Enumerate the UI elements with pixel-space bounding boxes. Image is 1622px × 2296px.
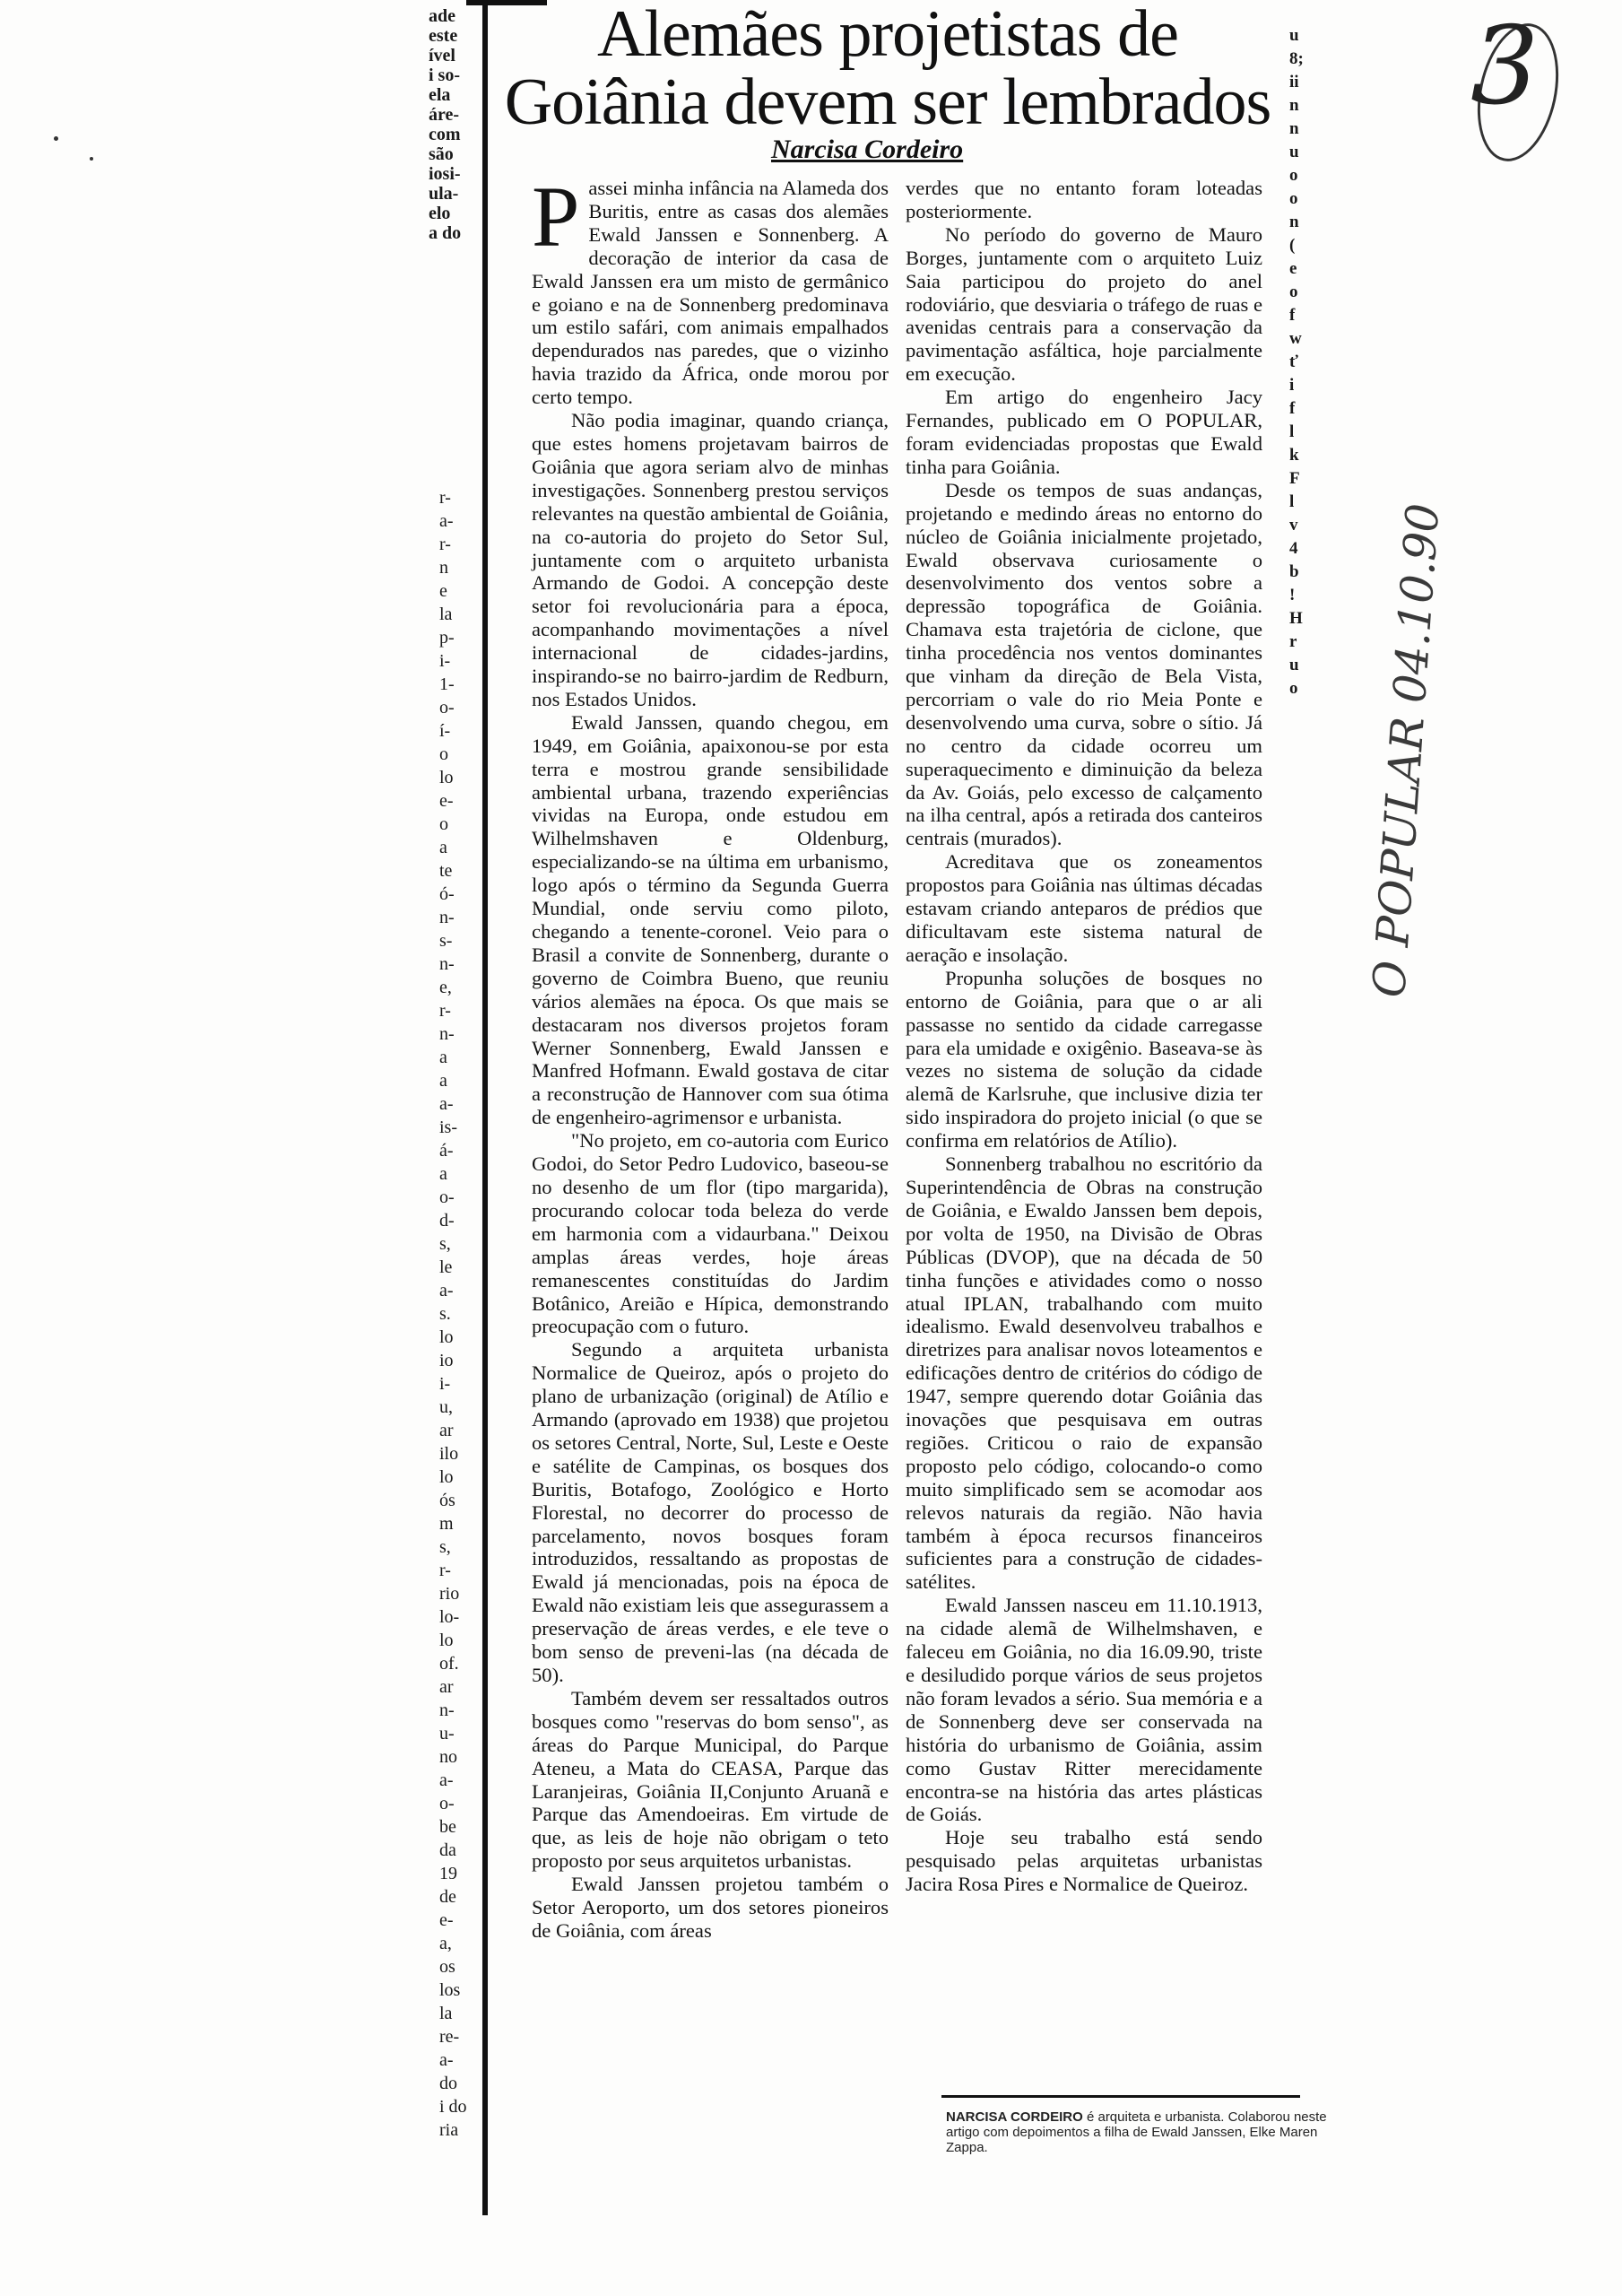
clipped-text-fragment: u- (439, 1724, 455, 1744)
paragraph-text: Ewald Janssen, quando chegou, em 1949, em Goiânia, apaixonou-se por esta terra e mostrou grande sensibilidade ambiental urbana, trazendo experiências vividas na Europa, onde estudou em Wilhelmshaven e Oldenburg, especializando-se na última em urbanismo, logo após o término da Segunda Guerra Mundial, onde serviu como piloto, chegando a tenente-coronel. Veio para o Brasil a convite de Sonnenberg, durante o governo de Coimbra Bueno, que reuniu vários alemães na época. Os que mais se destacaram nos diversos projetos foram Werner Sonnenberg, Ewald Janssen e Manfred Hofmann. Ewald gostava de citar a reconstrução de Hannover com sua ótima de engenheiro-agrimensor e urbanista. (532, 710, 889, 1129)
clipped-text-fragment: ilo (439, 1444, 459, 1464)
headline (498, 0, 1278, 139)
handwritten-page-number: 3 (1470, 4, 1540, 129)
clipped-text-fragment: ar (439, 1677, 454, 1697)
clipped-text-fragment: is- (439, 1118, 457, 1137)
clipped-text-fragment: este (429, 26, 458, 46)
clipped-text-fragment: m (439, 1514, 454, 1534)
clipped-text-fragment: o (1289, 166, 1298, 185)
paragraph-text: Desde os tempos de suas andanças, projetando e medindo áreas no entorno do núcleo de Goiânia inicialmente projetado, Ewald observava curiosamente o desenvolvimento dos ventos sobre a depressão topográfica de Goiânia. Chamava esta trajetória de ciclone, que tinha procedência nos ventos dominantes que vinham da direção de Bela Vista, percorriam o vale do rio Meia Ponte e desenvolvendo uma curva, sobre o sítio. Já no centro da cidade ocorreu um superaquecimento e diminuição da beleza da Av. Goiás, pelo excesso de calçamento na ilha central, após a retirada dos canteiros centrais (murados). (906, 478, 1262, 850)
clipped-text-fragment: s- (439, 931, 453, 951)
paragraph-text: verdes que no entanto foram loteadas posteriormente. (906, 177, 1262, 222)
article-column-2 (906, 177, 1262, 1896)
clipped-text-fragment: ível (429, 46, 455, 65)
clipped-text-fragment: r- (439, 535, 451, 554)
clipped-text-fragment: são (429, 144, 454, 164)
clipped-text-fragment: í- (439, 721, 451, 741)
clipped-text-fragment: á- (439, 1141, 454, 1161)
clipped-text-fragment: do (439, 2074, 457, 2093)
clipped-text-fragment: be (439, 1817, 456, 1837)
clipped-text-fragment: n (1289, 213, 1299, 231)
author-credit (946, 2109, 1340, 2155)
clipped-text-fragment: H (1289, 609, 1303, 628)
clipped-text-fragment: lo (439, 768, 454, 787)
clipped-text-fragment: io (439, 1351, 454, 1370)
clipped-text-fragment: of. (439, 1654, 459, 1674)
clipped-text-fragment: lo (439, 1631, 454, 1650)
clipped-text-fragment: e- (439, 1910, 454, 1930)
clipped-text-fragment: i so- (429, 65, 460, 85)
clipped-text-fragment: ! (1289, 586, 1296, 604)
clipped-text-fragment: ii (1289, 73, 1299, 91)
clipped-text-fragment: a (439, 838, 447, 857)
clipped-text-fragment: i- (439, 1374, 451, 1394)
paragraph-text: Hoje seu trabalho está sendo pesquisado pelas arquitetas urbanistas Jacira Rosa Pires e Normalice de Queiroz. (906, 1826, 1262, 1896)
paragraph-text: Segundo a arquiteta urbanista Normalice de Queiroz, após o projeto do plano de urbanização (original) de Atílio e Armando (aprovado em 1938) que projetou os setores Central, Norte, Sul, Leste e Oeste e satélite de Campinas, os bosques dos Buritis, Botafogo, Zoológico e Horto Florestal, no decorrer do processo de parcelamento, novos bosques foram introduzidos, ressaltando as propostas de Ewald já mencionadas, pois na época de Ewald não existiam leis que assegurassem a preservação de áreas verdes, e ele teve o bom senso de preveni-las (na década de 50). (532, 1338, 889, 1686)
clipped-text-fragment: i- (439, 651, 451, 671)
clipped-text-fragment: iosi- (429, 164, 461, 184)
article-paragraph (906, 1594, 1262, 1826)
clipped-text-fragment: ela (429, 85, 451, 105)
clipped-text-fragment: s, (439, 1234, 451, 1254)
article-paragraph (532, 1129, 889, 1338)
clipped-text-fragment: e, (439, 978, 452, 997)
paragraph-text: Propunha soluções de bosques no entorno de Goiânia, para que o ar ali passasse no sentido da cidade carregasse para ela umidade e oxigênio. Baseava-se às vezes no sistema de solução da cidade alemã de Karlsruhe, que inclusive dizia ter sido inspiradora do projeto inicial (o que se confirma em relatórios de Atílio). (906, 966, 1262, 1152)
clipped-text-fragment: n (1289, 96, 1299, 115)
clipped-text-fragment: r (1289, 632, 1297, 651)
clipped-text-fragment: a- (439, 1281, 454, 1300)
paragraph-text: Sonnenberg trabalhou no escritório da Superintendência de Obras na construção de Goiânia, e Ewaldo Janssen bem depois, por volta de 1950, na Divisão de Obras Públicas (DVOP), que na década de 50 tinha funções e atividades como o nosso atual IPLAN, trabalhando com muito idealismo. Ewald desenvolveu trabalhos e diretrizes para analisar novos loteamentos e edificações dentro de critérios do código de 1947, sempre querendo dotar Goiânia das inovações que pesquisava em outras regiões. Criticou o raio de expansão proposto pelo código, colocando-o como muito simplificado sem se acomodar aos relevos naturais da região. Não havia também à época recursos financeiros suficientes para a construção de cidades-satélites. (906, 1152, 1262, 1594)
article-paragraph (906, 1152, 1262, 1594)
clipped-text-fragment: lo (439, 1327, 454, 1347)
paragraph-text: Acreditava que os zoneamentos propostos para Goiânia nas últimas décadas estavam criando anteparos de prédios que dificultavam este sistema natural de aeração e insolação. (906, 850, 1262, 966)
drop-cap: P (532, 169, 580, 265)
clipped-text-fragment: o (1289, 679, 1298, 698)
clipped-text-fragment: e (439, 581, 447, 601)
article-paragraph (532, 169, 889, 409)
headline-line-1: Alemães projetistas de (597, 0, 1178, 71)
paragraph-text: Também devem ser ressaltados outros bosques como "reservas do bom senso", as áreas do Parque Municipal, do Parque Ateneu, a Mata do CEASA, Parque das Laranjeiras, Goiânia II,Conjunto Aruanã e Parque das Amendoeiras. Em virtude de que, as leis de hoje não obrigam o teto proposto por seus arquitetos urbanistas. (532, 1686, 889, 1873)
paragraph-text: No período do governo de Mauro Borges, juntamente com o arquiteto Luiz Saia participou do projeto do anel rodoviário, que desviaria o tráfego de ruas e avenidas centrais para a conservação da pavimentação asfáltica, hoje parcialmente em execução. (906, 222, 1262, 386)
paragraph-text: Em artigo do engenheiro Jacy Fernandes, publicado em O POPULAR, foram evidenciadas propostas que Ewald tinha para Goiânia. (906, 386, 1262, 478)
handwritten-source-note: O POPULAR 04.10.90 (1363, 501, 1450, 1000)
article-column-1 (532, 169, 889, 1943)
clipped-text-fragment: n- (439, 954, 455, 974)
clipped-text-fragment: f (1289, 399, 1296, 418)
clipped-text-fragment: o- (439, 1187, 455, 1207)
clipped-text-fragment: la (439, 604, 453, 624)
clipped-text-fragment: F (1289, 469, 1300, 488)
article-paragraph (906, 1826, 1262, 1896)
clipped-text-fragment: r- (439, 488, 451, 508)
clipped-text-fragment: n (439, 558, 448, 578)
clipped-text-fragment: i (1289, 376, 1295, 395)
article-paragraph (906, 479, 1262, 851)
clipped-text-fragment: n (1289, 119, 1299, 138)
clipped-text-fragment: ar (439, 1421, 454, 1440)
clipped-text-fragment: a (439, 1048, 447, 1067)
clipped-text-fragment: lo- (439, 1607, 460, 1627)
clipped-text-fragment: los (439, 1980, 461, 2000)
clipped-text-fragment: o (439, 744, 448, 764)
clipped-text-fragment: o (439, 814, 448, 834)
clipped-text-fragment: com (429, 125, 461, 144)
clipped-text-fragment: o- (439, 1794, 455, 1813)
clipped-text-fragment: 4 (1289, 539, 1298, 558)
clipped-text-fragment: rio (439, 1584, 460, 1604)
byline: Narcisa Cordeiro (771, 135, 964, 164)
clipped-text-fragment: a- (439, 2050, 454, 2070)
clipped-text-fragment: a (439, 1164, 447, 1184)
clipped-text-fragment: o- (439, 698, 455, 718)
clipped-text-fragment: i do (439, 2097, 467, 2117)
clipped-text-fragment: u (1289, 143, 1299, 161)
clipped-text-fragment: te (439, 861, 453, 881)
clipped-text-fragment: a (439, 1071, 447, 1091)
clipped-text-fragment: ria (439, 2120, 459, 2140)
article-paragraph (906, 850, 1262, 967)
clipped-text-fragment: u (1289, 656, 1299, 674)
article-paragraph (532, 1338, 889, 1687)
column-rule (482, 0, 488, 2215)
right-clipped-column (1289, 27, 1311, 1013)
article-paragraph (532, 1873, 889, 1943)
clipped-text-fragment: b (1289, 562, 1299, 581)
article-paragraph (532, 1687, 889, 1873)
clipped-text-fragment: n- (439, 1700, 455, 1720)
clipped-text-fragment: u (1289, 26, 1299, 45)
article-paragraph (532, 409, 889, 711)
clipped-text-fragment: re- (439, 2027, 460, 2047)
clipped-text-fragment: lo (439, 1467, 454, 1487)
clipped-text-fragment: s, (439, 1537, 451, 1557)
clipped-text-fragment: le (439, 1257, 453, 1277)
clipped-text-fragment: o (1289, 283, 1298, 301)
clipped-text-fragment: r- (439, 1561, 451, 1580)
clipped-text-fragment: v (1289, 516, 1298, 535)
clipped-text-fragment: ós (439, 1491, 455, 1510)
clipped-text-fragment: u, (439, 1397, 453, 1417)
clipped-text-fragment: ade (429, 6, 455, 26)
paragraph-text: "No projeto, em co-autoria com Eurico Godoi, do Setor Pedro Ludovico, baseou-se no desenho de um flor (tipo margarida), procurando colocar toda beleza do verde em harmonia com a vidaurbana." Deixou amplas áreas verdes, hoje áreas remanescentes constituídas do Jardim Botânico, Areião e Hípica, demonstrando preocupação com o futuro. (532, 1129, 889, 1338)
clipped-text-fragment: n- (439, 908, 455, 927)
clipped-text-fragment: w (1289, 329, 1302, 348)
clipped-text-fragment: ť (1289, 352, 1298, 371)
clipped-text-fragment: l (1289, 492, 1295, 511)
paragraph-text: Não podia imaginar, quando criança, que estes homens projetavam bairros de Goiânia que agora seriam alvo de minhas investigações. Sonnenberg prestou serviços relevantes na questão ambiental de Goiânia, na co-autoria do projeto do Setor Sul, juntamente com o arquiteto urbanista Armando de Godoi. A concepção deste setor foi revolucionária para a época, acompanhando movimentações a nível internacional de cidades-jardins, inspirando-se no bairro-jardim de Redburn, nos Estados Unidos. (532, 409, 889, 710)
clipped-text-fragment: r- (439, 1001, 451, 1021)
clipped-text-fragment: d- (439, 1211, 455, 1231)
clipped-text-fragment: da (439, 1840, 456, 1860)
paragraph-text: assei minha infância na Alameda dos Buritis, entre as casas dos alemães Ewald Janssen e Sonnenberg. A decoração de interior da casa de Ewald Janssen era um misto de germânico e goiano e na de Sonnenberg predominava um estilo safári, com animais empalhados dependurados nas paredes, que o vizinho havia trazido da África, onde morou por certo tempo. (532, 177, 889, 409)
clipped-text-fragment: f (1289, 306, 1296, 325)
clipped-text-fragment: n- (439, 1024, 455, 1044)
clipped-text-fragment: l (1289, 422, 1295, 441)
clipped-text-fragment: a- (439, 511, 454, 531)
clipped-text-fragment: e (1289, 259, 1297, 278)
scan-speck (54, 136, 58, 141)
clipped-text-fragment: ( (1289, 236, 1296, 255)
credit-rule (941, 2095, 1300, 2098)
paragraph-text: Ewald Janssen projetou também o Setor Aeroporto, um dos setores pioneiros de Goiânia, com áreas (532, 1873, 889, 1942)
clipped-text-fragment: 19 (439, 1864, 457, 1883)
article-paragraph (906, 223, 1262, 386)
clipped-text-fragment: 1- (439, 674, 455, 694)
clipped-text-fragment: a- (439, 1770, 454, 1790)
article-paragraph (906, 386, 1262, 479)
clipped-text-fragment: a do (429, 223, 462, 243)
clipped-text-fragment: s. (439, 1304, 451, 1324)
credit-name: NARCISA CORDEIRO (946, 2109, 1083, 2125)
clipped-text-fragment: de (439, 1887, 456, 1907)
headline-line-2: Goiânia devem ser lembrados (504, 65, 1271, 139)
clipped-text-fragment: no (439, 1747, 457, 1767)
clipped-text-fragment: p- (439, 628, 455, 648)
clipped-text-fragment: elo (429, 204, 451, 223)
clipped-text-fragment: ó- (439, 884, 455, 904)
clipped-text-fragment: os (439, 1957, 455, 1977)
clipped-text-fragment: o (1289, 189, 1298, 208)
article-paragraph (532, 711, 889, 1129)
clipped-text-fragment: áre- (429, 105, 460, 125)
clipped-text-fragment: e- (439, 791, 454, 811)
article-paragraph (906, 177, 1262, 223)
paragraph-text: Ewald Janssen nasceu em 11.10.1913, na cidade alemã de Wilhelmshaven, e faleceu em Goiânia, no dia 16.09.90, triste e desiludido porque vários de seus projetos não foram levados a sério. Sua memória e a de Sonnenberg deve ser conservada na história do urbanismo de Goiânia, assim como Gustav Ritter merecidamente encontra-se na história das artes plásticas de Goiás. (906, 1594, 1262, 1826)
clipped-text-fragment: la (439, 2004, 453, 2023)
clipped-text-fragment: 8; (1289, 49, 1304, 68)
clipped-text-fragment: k (1289, 446, 1299, 465)
clipped-text-fragment: a- (439, 1094, 454, 1114)
credit-text: é arquiteta e urbanista. Colaborou neste artigo com depoimentos a filha de Ewald Janssen, Elke Maren Zappa. (946, 2109, 1327, 2155)
article-paragraph (906, 967, 1262, 1152)
clipped-text-fragment: ula- (429, 184, 459, 204)
scan-speck (90, 157, 93, 161)
clipped-text-fragment: a, (439, 1934, 452, 1953)
